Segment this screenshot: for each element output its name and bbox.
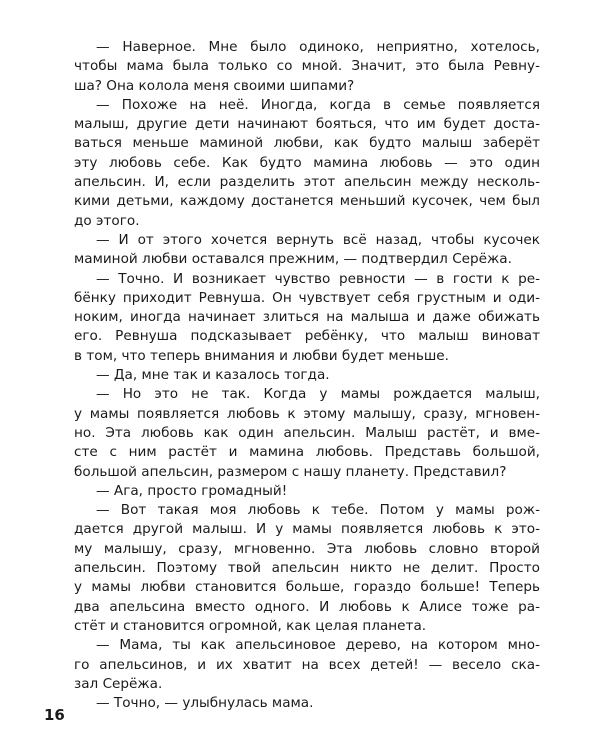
- text-line: в том, что теперь внимания и любви будет меньше.: [74, 347, 449, 364]
- text-line: сте с ним растёт и мамина любовь. Представь большой,: [74, 444, 540, 461]
- text-line: маминой любви оставался прежним, — подтвердил Серёжа.: [74, 251, 512, 268]
- text-line: большой апельсин, размером с нашу планету. Представил?: [74, 463, 507, 480]
- text-line: у мамы любви становится больше, гораздо больше! Теперь: [74, 579, 540, 596]
- text-line: — Да, мне так и казалось тогда.: [96, 367, 330, 384]
- text-line: — И от этого хочется вернуть всё назад, чтобы кусочек: [96, 231, 540, 248]
- text-line: ша? Она колола меня своими шипами?: [74, 77, 355, 94]
- text-line: ноким, иногда начинает злиться на малыша и даже обижать: [74, 309, 540, 326]
- text-line: но. Эта любовь как один апельсин. Малыш растёт, и вме-: [74, 424, 540, 441]
- text-line: апельсин. И, если разделить этот апельсин между несколь-: [74, 174, 540, 191]
- text-line: — Но это не так. Когда у мамы рождается малыш,: [96, 386, 540, 403]
- text-line: до этого.: [74, 212, 140, 229]
- text-line: дается другой малыш. И у мамы появляется любовь к это-: [74, 521, 540, 538]
- text-line: — Точно, — улыбнулась мама.: [96, 695, 314, 712]
- text-line: ваться меньше маминой любви, как будто малыш заберёт: [74, 135, 540, 152]
- text-line: чтобы мама была только со мной. Значит, это была Ревну-: [74, 58, 540, 75]
- text-line: — Ага, просто громадный!: [96, 482, 288, 499]
- text-line: го апельсинов, и их хватит на всех детей! — весело ска-: [74, 656, 540, 673]
- text-line: му малышу, сразу, мгновенно. Эта любовь словно второй: [74, 540, 540, 557]
- text-line: апельсин. Поэтому твой апельсин никто не делит. Просто: [74, 560, 540, 577]
- text-line: бёнку приходит Ревнуша. Он чувствует себя грустным и оди-: [74, 289, 540, 306]
- text-line: — Точно. И возникает чувство ревности — в гости к ре-: [96, 270, 540, 287]
- text-line: зал Серёжа.: [74, 675, 163, 692]
- text-line: малыш, другие дети начинают бояться, что им будет доста-: [74, 116, 540, 133]
- page-number: 16: [44, 706, 65, 724]
- text-line: — Похоже на неё. Иногда, когда в семье появляется: [96, 96, 540, 113]
- text-line: эту любовь себе. Как будто мамина любовь — это один: [74, 154, 540, 171]
- text-line: — Мама, ты как апельсиновое дерево, на котором мно-: [96, 637, 540, 654]
- book-page-text: [74, 38, 540, 713]
- text-line: — Наверное. Мне было одиноко, неприятно, хотелось,: [96, 39, 540, 55]
- text-line: его. Ревнуша подсказывает ребёнку, что малыш виноват: [74, 328, 540, 345]
- text-line: у мамы появляется любовь к этому малышу, сразу, мгновен-: [74, 405, 540, 422]
- text-line: два апельсина вместо одного. И любовь к Алисе тоже ра-: [74, 598, 540, 615]
- text-line: стёт и становится огромной, как целая планета.: [74, 617, 427, 634]
- text-line: — Вот такая моя любовь к тебе. Потом у мамы рож-: [96, 502, 540, 519]
- text-line: кими детьми, каждому достанется меньший кусочек, чем был: [74, 193, 540, 210]
